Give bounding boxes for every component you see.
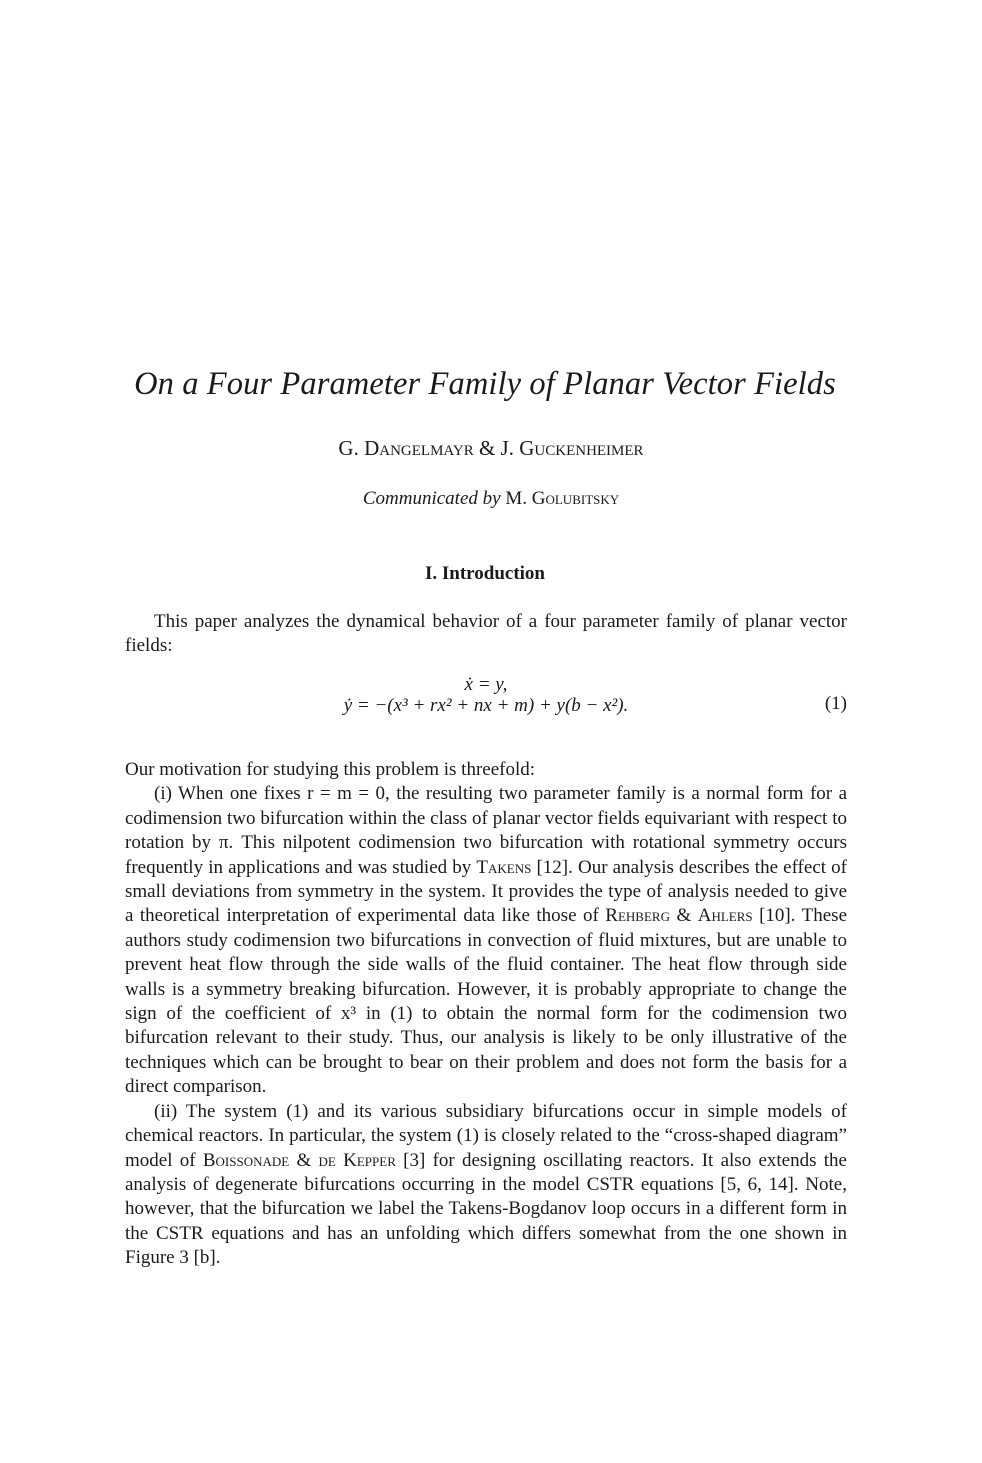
communicator-initial: M.: [505, 488, 532, 509]
motivation-sentence: Our motivation for studying this problem is threefold:: [125, 759, 536, 780]
intro-paragraph-block: [125, 610, 847, 659]
ref-boissonade: Boissonade: [202, 1149, 290, 1171]
ref-de-kepper: de Kepper: [318, 1149, 396, 1171]
communicator-surname: Golubitsky: [531, 488, 620, 509]
paper-title: On a Four Parameter Family of Planar Vector Fields: [134, 366, 836, 402]
item-i-paragraph: [125, 782, 847, 1099]
authors: [0, 436, 982, 461]
ref-takens: Takens: [476, 856, 532, 878]
item-ii-part2: [3] for designing oscillating reactors. It also extends the analysis of degenerate bifurcations occurring in the model CSTR equations [5, 6, 14]. Note, however, that the bifurcation we label the Takens-Bogdanov loop occurs in a different form in the CSTR equations and has an unfolding which differs somewhat from the one shown in Figure 3 [b].: [125, 1149, 847, 1269]
item-i-part2: [12]. Our analysis describes the effect of small deviations from symmetry in the system. It provides the type of analysis needed to give a theoretical interpretation of experimental data like those of: [125, 856, 847, 927]
ref-ahlers: Ahlers: [697, 905, 753, 927]
author1-initial: G.: [338, 436, 365, 460]
communicated-label: Communicated by: [362, 488, 501, 509]
item-ii-amp: &: [289, 1149, 319, 1171]
author2-surname: Guckenheimer: [519, 436, 644, 460]
item-i-part3: [10]. These authors study codimension two bifurcations in convection of fluid mixtures, but are unable to prevent heat flow through the side walls of the fluid container. The heat flow through side walls is a symmetry breaking bifurcation. However, it is probably appropriate to change the sign of the coefficient of x³ in (1) to obtain the normal form for the codimension two bifurcation relevant to their study. Thus, our analysis is likely to be only illustrative of the techniques which can be brought to bear on their problem and does not form the basis for a direct comparison.: [125, 905, 847, 1098]
author-separator: & J.: [473, 436, 520, 460]
body-text: [125, 758, 847, 1271]
section-heading: I. Introduction: [424, 563, 545, 584]
communicated-by: [0, 488, 982, 510]
equation-line-1: ẋ = y,: [464, 674, 508, 695]
item-i-part1: (i) When one fixes r = m = 0, the resulting two parameter family is a normal form for a codimension two bifurcation within the class of planar vector fields equivariant with respect to rotation by π. This nilpotent codimension two bifurcation with rotational symmetry occurs frequently in applications and was studied by: [125, 783, 847, 878]
ref-rehberg: Rehberg: [605, 905, 670, 927]
intro-paragraph: This paper analyzes the dynamical behavior of a four parameter family of planar vector fields:: [125, 611, 847, 657]
item-ii-part1: (ii) The system (1) and its various subsidiary bifurcations occur in simple models of chemical reactors. In particular, the system (1) is closely related to the “cross-shaped diagram” model of: [125, 1100, 847, 1171]
author1-surname: Dangelmayr: [364, 436, 474, 460]
equation-number: (1): [824, 693, 847, 714]
equation-line-2: ẏ = −(x³ + rx² + nx + m) + y(b − x²).: [343, 695, 629, 716]
item-ii-paragraph: [125, 1100, 847, 1271]
item-i-amp: &: [669, 905, 698, 927]
